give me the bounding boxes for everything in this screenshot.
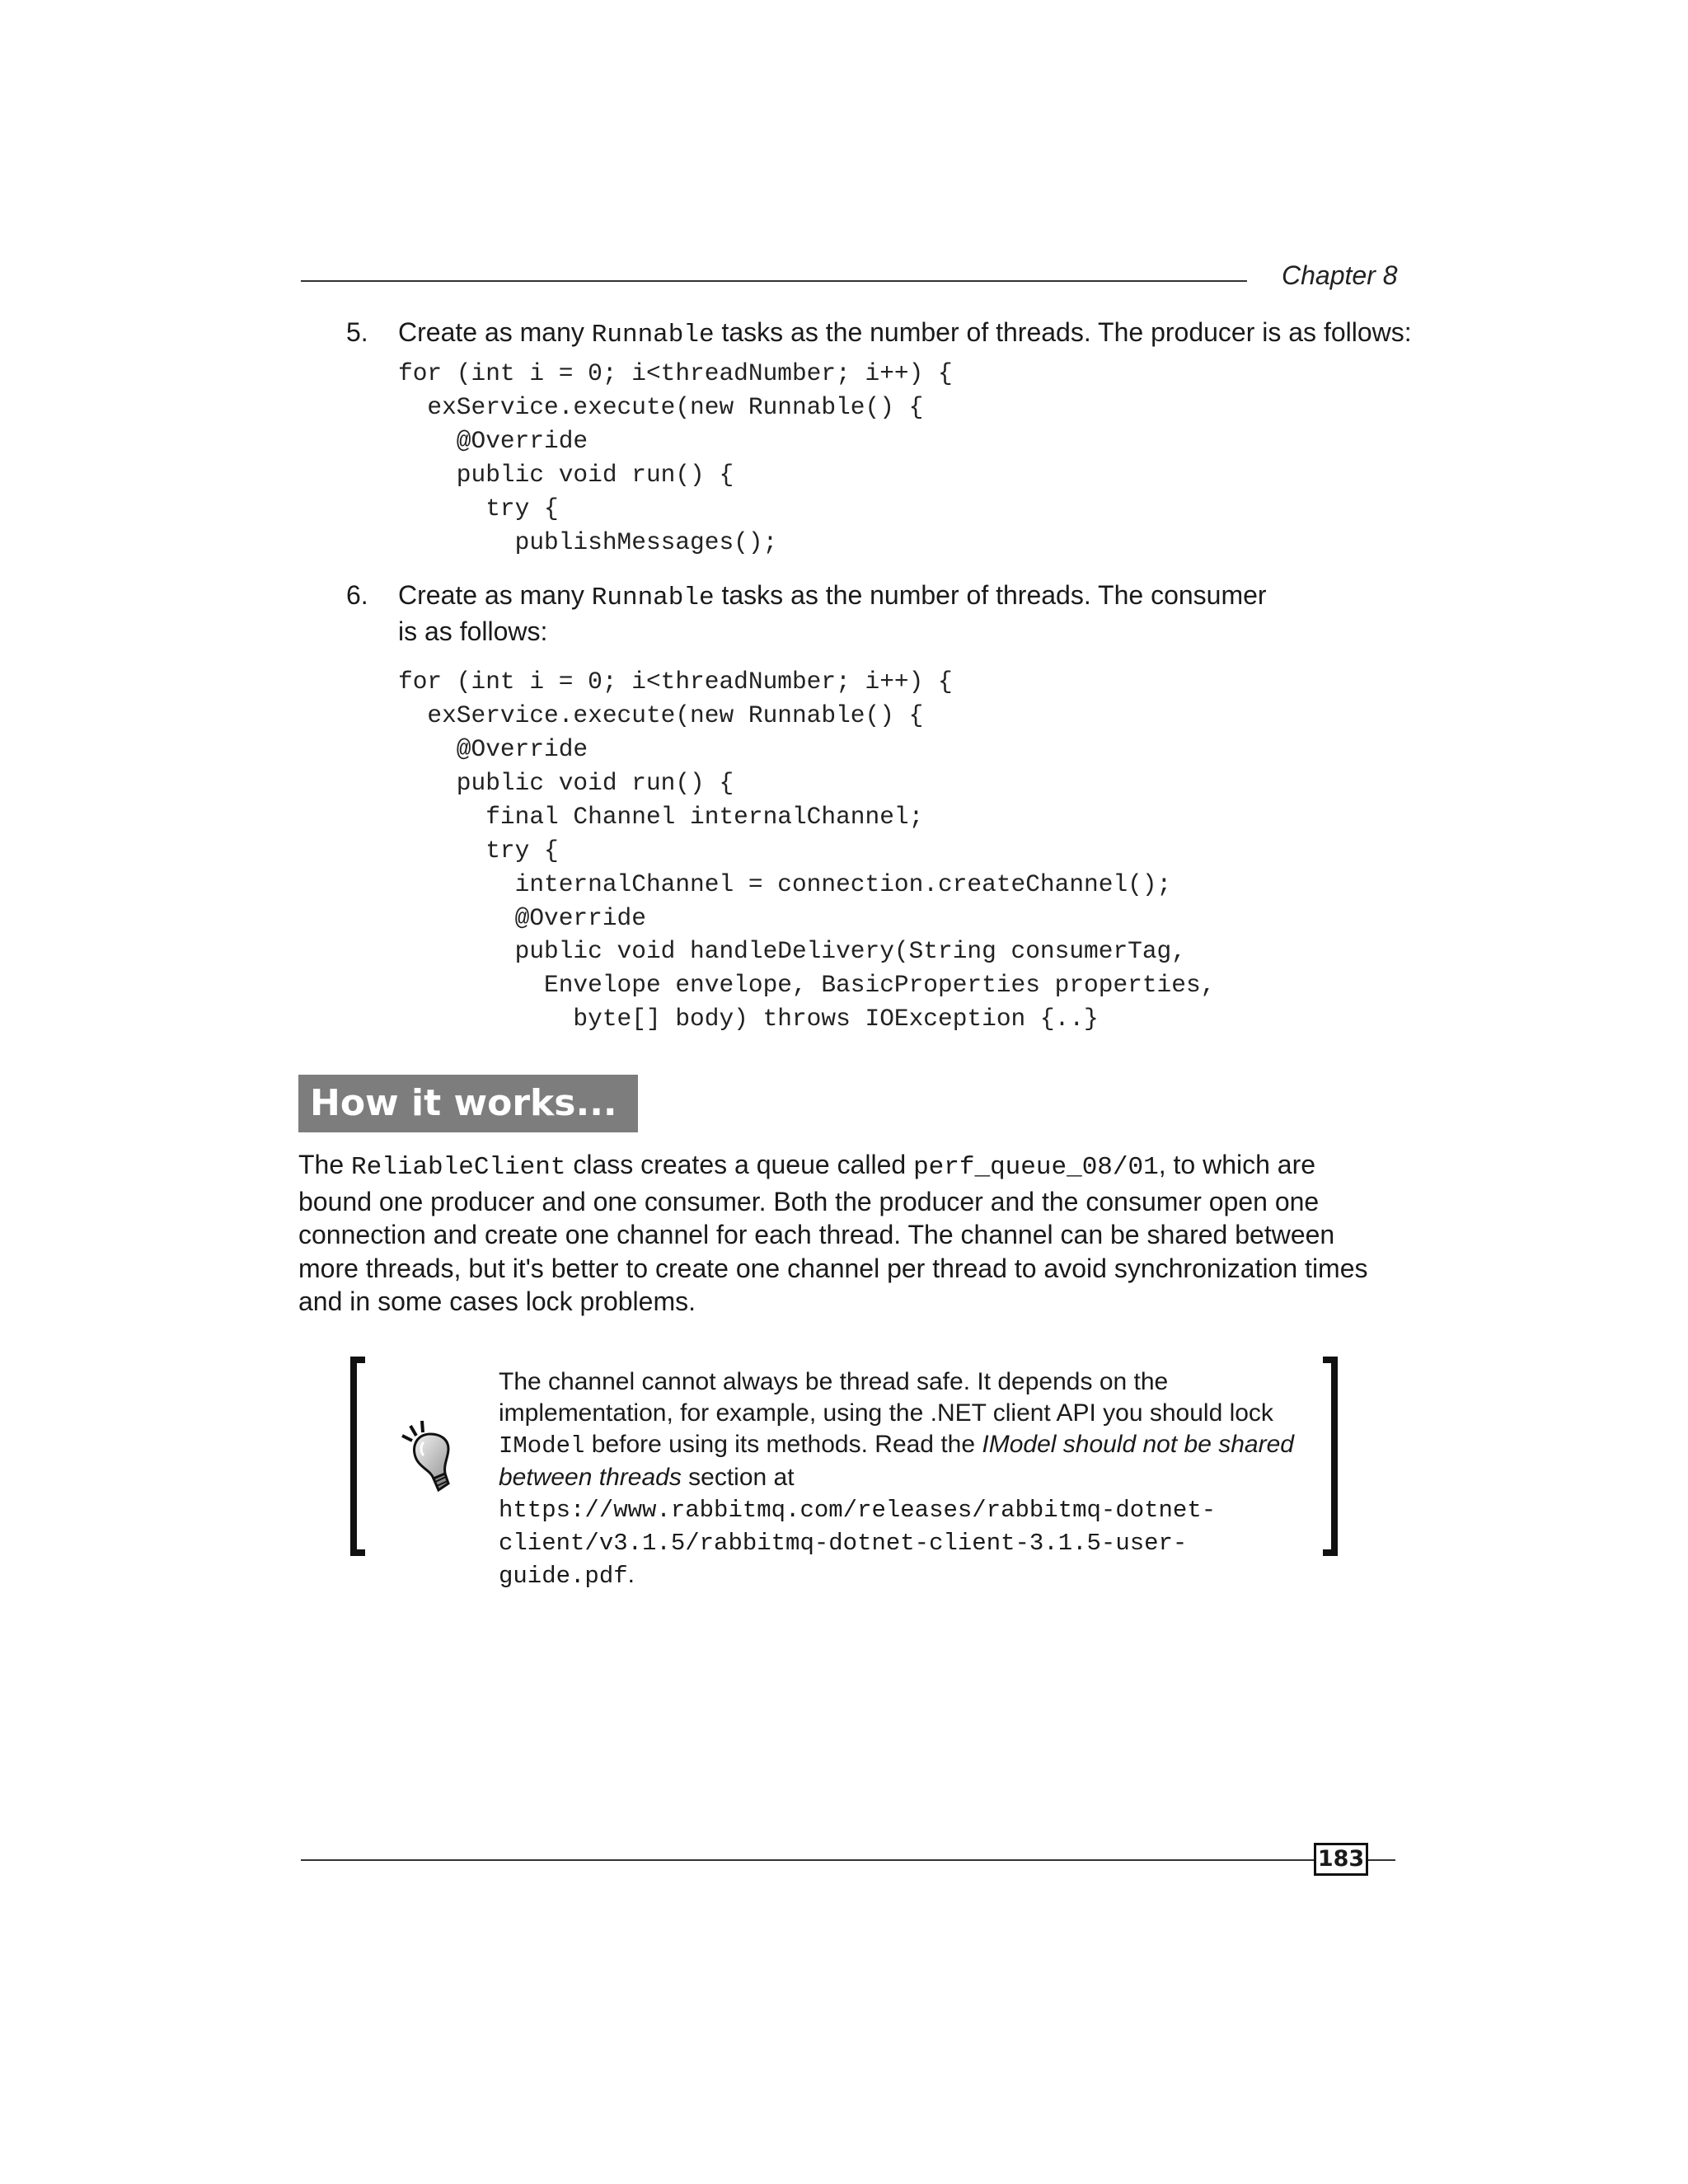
inline-code: ReliableClient [351, 1153, 566, 1182]
inline-code: Runnable [591, 321, 715, 349]
inline-code: IModel [499, 1432, 585, 1460]
tip-bracket-left [350, 1357, 365, 1556]
page-number: 183 [1314, 1843, 1368, 1876]
code-block-consumer: for (int i = 0; i<threadNumber; i++) { exService.execute(new Runnable() { @Override public void run() { final Channel internalChannel; try { internalChannel = connection.createChannel(); @Override [398, 668, 1172, 932]
inline-code: Runnable [591, 583, 715, 612]
paragraph-text: The [298, 1150, 352, 1179]
tip-text-part: . [627, 1561, 635, 1588]
emphasized-title: IModel should not be shared between threads [499, 1431, 1294, 1491]
chapter-label: Chapter 8 [1282, 260, 1398, 290]
url-link[interactable]: https://www.rabbitmq.com/releases/rabbitmq-dotnet-client/v3.1.5/rabbitmq-dotnet-client-3.1.5-user-guide.pdf [499, 1497, 1217, 1590]
step-text-part: Create as many [398, 317, 592, 347]
paragraph-text: class creates a queue called [565, 1150, 914, 1179]
section-heading: How it works... [298, 1075, 638, 1132]
step-text-part: tasks as the number of threads. The producer is as follows: [714, 317, 1412, 347]
tip-text-part: The channel cannot always be thread safe. It depends on the implementation, for example, using the .NET client API you should lock [499, 1368, 1273, 1427]
lightbulb-icon [397, 1418, 463, 1497]
header-rule [301, 280, 1247, 282]
tip-bracket-right [1323, 1357, 1338, 1556]
step-number: 5. [346, 317, 368, 347]
tip-text-part: before using its methods. Read the [584, 1431, 982, 1458]
footer-rule [301, 1859, 1315, 1861]
step-text-part: tasks as the number of threads. The consumer is as follows: [398, 580, 1267, 646]
tip-text [499, 1366, 1323, 1592]
code-block-consumer-continued: public void handleDelivery(String consumerTag, Envelope envelope, BasicProperties properties, byte[] body) throws IOException {..} [514, 937, 1216, 1033]
body-paragraph [298, 1148, 1395, 1319]
step-text [398, 316, 1420, 352]
step-text [398, 579, 1272, 648]
step-number: 6. [346, 580, 368, 610]
footer-rule [1368, 1859, 1395, 1861]
step-text-part: Create as many [398, 580, 592, 610]
code-block-producer: for (int i = 0; i<threadNumber; i++) { exService.execute(new Runnable() { @Override public void run() { try { publishMessages(); [398, 359, 953, 556]
inline-code: perf_queue_08/01 [913, 1153, 1159, 1182]
paragraph-text: , to which are bound one producer and one consumer. Both the producer and the consumer open one connection and create one channel for each thread. The channel can be shared between more threads, but it's better to create one channel per thread to avoid synchronization times and in some cases lock problems. [298, 1150, 1368, 1316]
tip-text-part: section at [681, 1464, 795, 1491]
